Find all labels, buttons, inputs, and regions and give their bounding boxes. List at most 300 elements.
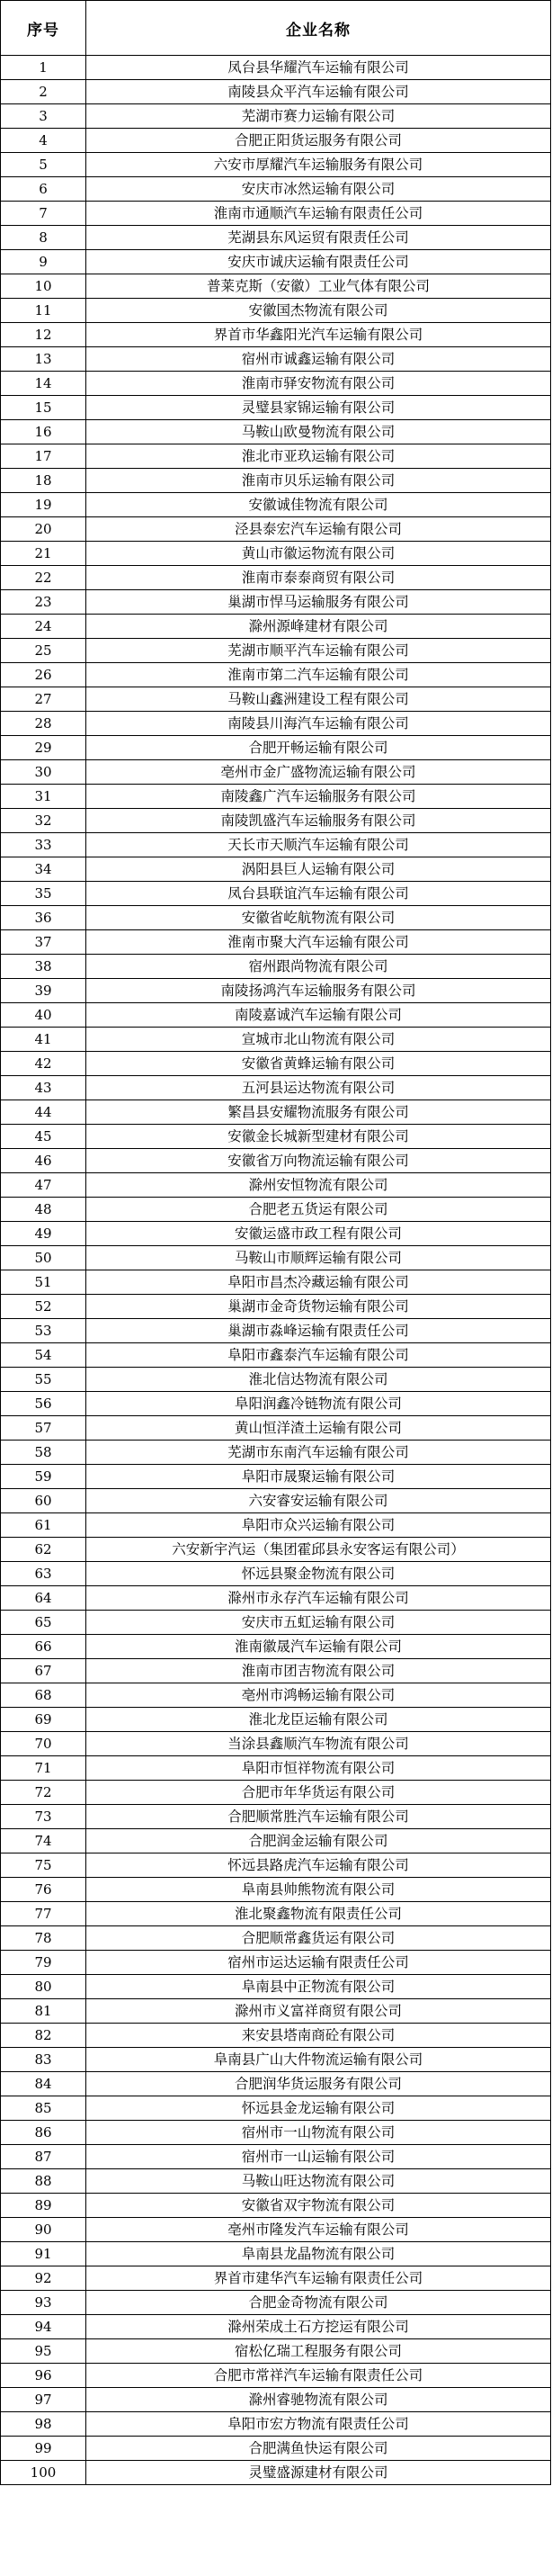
table-row xyxy=(1,129,551,153)
table-row xyxy=(1,1222,551,1246)
company-name-cell: 当涂县鑫顺汽车物流有限公司 xyxy=(86,1732,551,1756)
table-row xyxy=(1,396,551,420)
company-name-cell: 滁州荣成土石方挖运有限公司 xyxy=(86,2315,551,2339)
company-name-cell: 南陵县众平汽车运输有限公司 xyxy=(86,80,551,104)
table-row xyxy=(1,1028,551,1052)
table-row xyxy=(1,323,551,347)
company-name-cell: 淮北市亚玖运输有限公司 xyxy=(86,444,551,469)
company-name-cell: 淮南市第二汽车运输有限公司 xyxy=(86,663,551,687)
table-row xyxy=(1,2072,551,2096)
company-name-cell: 安徽省黄蜂运输有限公司 xyxy=(86,1052,551,1076)
company-name-cell: 巢湖市金奇货物运输有限公司 xyxy=(86,1295,551,1319)
serial-number-cell: 34 xyxy=(1,857,86,882)
company-name-cell: 淮南市驿安物流有限公司 xyxy=(86,372,551,396)
serial-number-cell: 93 xyxy=(1,2291,86,2315)
table-row xyxy=(1,1538,551,1562)
company-name-cell: 合肥满鱼快运有限公司 xyxy=(86,2437,551,2461)
serial-number-cell: 30 xyxy=(1,760,86,785)
table-row xyxy=(1,1003,551,1028)
table-row xyxy=(1,663,551,687)
table-row xyxy=(1,1683,551,1708)
table-row xyxy=(1,1076,551,1100)
table-row xyxy=(1,1100,551,1125)
table-row xyxy=(1,1781,551,1805)
company-name-cell: 马鞍山欧曼物流有限公司 xyxy=(86,420,551,444)
serial-number-cell: 96 xyxy=(1,2364,86,2388)
serial-number-cell: 73 xyxy=(1,1805,86,1829)
company-name-cell: 六安市厚耀汽车运输服务有限公司 xyxy=(86,153,551,177)
table-row xyxy=(1,1975,551,1999)
company-name-cell: 阜阳市宏方物流有限责任公司 xyxy=(86,2412,551,2437)
table-row xyxy=(1,2218,551,2242)
table-row xyxy=(1,736,551,760)
serial-number-cell: 77 xyxy=(1,1902,86,1926)
company-name-cell: 滁州睿驰物流有限公司 xyxy=(86,2388,551,2412)
company-name-cell: 安徽省屹航物流有限公司 xyxy=(86,906,551,930)
serial-number-cell: 91 xyxy=(1,2242,86,2266)
table-row xyxy=(1,1659,551,1683)
company-name-cell: 宿州市一山运输有限公司 xyxy=(86,2145,551,2169)
serial-number-cell: 64 xyxy=(1,1586,86,1611)
company-name-cell: 南陵县川海汽车运输有限公司 xyxy=(86,712,551,736)
company-name-cell: 芜湖市顺平汽车运输有限公司 xyxy=(86,639,551,663)
serial-number-cell: 45 xyxy=(1,1125,86,1149)
table-row xyxy=(1,2437,551,2461)
table-row xyxy=(1,1708,551,1732)
company-name-cell: 怀远县聚金物流有限公司 xyxy=(86,1562,551,1586)
company-name-cell: 淮南市团吉物流有限公司 xyxy=(86,1659,551,1683)
table-row xyxy=(1,1513,551,1538)
serial-number-cell: 22 xyxy=(1,566,86,590)
company-name-cell: 阜阳市众兴运输有限公司 xyxy=(86,1513,551,1538)
serial-number-cell: 69 xyxy=(1,1708,86,1732)
company-name-cell: 淮北聚鑫物流有限责任公司 xyxy=(86,1902,551,1926)
company-name-cell: 黄山恒洋渣土运输有限公司 xyxy=(86,1416,551,1441)
company-name-cell: 安庆市五虹运输有限公司 xyxy=(86,1611,551,1635)
header-row xyxy=(1,1,551,56)
serial-number-cell: 79 xyxy=(1,1951,86,1975)
table-row xyxy=(1,1951,551,1975)
table-row xyxy=(1,1732,551,1756)
serial-number-cell: 19 xyxy=(1,493,86,517)
company-name-cell: 六安新宇汽运（集团霍邱县永安客运有限公司） xyxy=(86,1538,551,1562)
company-name-cell: 合肥润金运输有限公司 xyxy=(86,1829,551,1853)
serial-number-cell: 81 xyxy=(1,1999,86,2024)
company-name-cell: 南陵鑫广汽车运输服务有限公司 xyxy=(86,785,551,809)
column-header-company-name: 企业名称 xyxy=(86,1,551,56)
serial-number-cell: 76 xyxy=(1,1878,86,1902)
serial-number-cell: 95 xyxy=(1,2339,86,2364)
serial-number-cell: 63 xyxy=(1,1562,86,1586)
serial-number-cell: 20 xyxy=(1,517,86,542)
company-name-cell: 五河县运达物流有限公司 xyxy=(86,1076,551,1100)
company-name-cell: 繁昌县安耀物流服务有限公司 xyxy=(86,1100,551,1125)
table-row xyxy=(1,566,551,590)
table-row xyxy=(1,250,551,274)
serial-number-cell: 28 xyxy=(1,712,86,736)
table-row xyxy=(1,1465,551,1489)
company-name-cell: 安徽运盛市政工程有限公司 xyxy=(86,1222,551,1246)
table-row xyxy=(1,639,551,663)
company-name-cell: 阜南县中正物流有限公司 xyxy=(86,1975,551,1999)
serial-number-cell: 90 xyxy=(1,2218,86,2242)
serial-number-cell: 47 xyxy=(1,1173,86,1198)
serial-number-cell: 61 xyxy=(1,1513,86,1538)
table-row xyxy=(1,1586,551,1611)
company-name-cell: 安徽省双宇物流有限公司 xyxy=(86,2194,551,2218)
company-name-cell: 南陵凯盛汽车运输服务有限公司 xyxy=(86,809,551,833)
company-name-cell: 合肥市年华货运有限公司 xyxy=(86,1781,551,1805)
serial-number-cell: 24 xyxy=(1,615,86,639)
serial-number-cell: 97 xyxy=(1,2388,86,2412)
serial-number-cell: 89 xyxy=(1,2194,86,2218)
table-row xyxy=(1,2024,551,2048)
company-name-cell: 巢湖市淼峰运输有限责任公司 xyxy=(86,1319,551,1343)
table-row xyxy=(1,1829,551,1853)
serial-number-cell: 21 xyxy=(1,542,86,566)
serial-number-cell: 83 xyxy=(1,2048,86,2072)
table-row xyxy=(1,687,551,712)
serial-number-cell: 6 xyxy=(1,177,86,202)
company-name-cell: 合肥顺常鑫货运有限公司 xyxy=(86,1926,551,1951)
company-name-cell: 淮南市贝乐运输有限公司 xyxy=(86,469,551,493)
company-name-cell: 亳州市金广盛物流运输有限公司 xyxy=(86,760,551,785)
company-name-cell: 阜南县广山大件物流运输有限公司 xyxy=(86,2048,551,2072)
table-row xyxy=(1,1562,551,1586)
serial-number-cell: 75 xyxy=(1,1853,86,1878)
table-row xyxy=(1,2096,551,2121)
table-row xyxy=(1,2169,551,2194)
company-name-cell: 马鞍山鑫洲建设工程有限公司 xyxy=(86,687,551,712)
table-row xyxy=(1,785,551,809)
serial-number-cell: 11 xyxy=(1,299,86,323)
company-name-cell: 宿松亿瑞工程服务有限公司 xyxy=(86,2339,551,2364)
serial-number-cell: 15 xyxy=(1,396,86,420)
table-row xyxy=(1,882,551,906)
company-name-cell: 芜湖县东风运贸有限责任公司 xyxy=(86,226,551,250)
serial-number-cell: 80 xyxy=(1,1975,86,1999)
company-name-cell: 凤台县联谊汽车运输有限公司 xyxy=(86,882,551,906)
serial-number-cell: 32 xyxy=(1,809,86,833)
serial-number-cell: 16 xyxy=(1,420,86,444)
company-name-cell: 滁州安恒物流有限公司 xyxy=(86,1173,551,1198)
serial-number-cell: 51 xyxy=(1,1270,86,1295)
table-header xyxy=(1,1,551,56)
serial-number-cell: 70 xyxy=(1,1732,86,1756)
company-name-cell: 亳州市隆发汽车运输有限公司 xyxy=(86,2218,551,2242)
table-row xyxy=(1,177,551,202)
company-name-cell: 宿州跟尚物流有限公司 xyxy=(86,955,551,979)
table-row xyxy=(1,1878,551,1902)
company-name-cell: 淮南市聚大汽车运输有限公司 xyxy=(86,930,551,955)
table-row xyxy=(1,469,551,493)
table-row xyxy=(1,1489,551,1513)
company-name-cell: 淮南市通顺汽车运输有限责任公司 xyxy=(86,202,551,226)
company-name-cell: 滁州市义富祥商贸有限公司 xyxy=(86,1999,551,2024)
serial-number-cell: 36 xyxy=(1,906,86,930)
company-name-cell: 马鞍山市顺辉运输有限公司 xyxy=(86,1246,551,1270)
company-name-cell: 巢湖市悍马运输服务有限公司 xyxy=(86,590,551,615)
company-name-cell: 马鞍山旺达物流有限公司 xyxy=(86,2169,551,2194)
table-row xyxy=(1,420,551,444)
serial-number-cell: 8 xyxy=(1,226,86,250)
serial-number-cell: 27 xyxy=(1,687,86,712)
serial-number-cell: 25 xyxy=(1,639,86,663)
company-name-cell: 天长市天顺汽车运输有限公司 xyxy=(86,833,551,857)
serial-number-cell: 67 xyxy=(1,1659,86,1683)
company-name-cell: 凤台县华耀汽车运输有限公司 xyxy=(86,56,551,80)
table-row xyxy=(1,930,551,955)
table-row xyxy=(1,299,551,323)
serial-number-cell: 50 xyxy=(1,1246,86,1270)
table-row xyxy=(1,1392,551,1416)
table-row xyxy=(1,2364,551,2388)
company-name-cell: 界首市华鑫阳光汽车运输有限公司 xyxy=(86,323,551,347)
serial-number-cell: 59 xyxy=(1,1465,86,1489)
serial-number-cell: 31 xyxy=(1,785,86,809)
serial-number-cell: 92 xyxy=(1,2266,86,2291)
company-name-cell: 合肥金奇物流有限公司 xyxy=(86,2291,551,2315)
table-row xyxy=(1,2291,551,2315)
company-name-cell: 合肥顺常胜汽车运输有限公司 xyxy=(86,1805,551,1829)
serial-number-cell: 84 xyxy=(1,2072,86,2096)
table-row xyxy=(1,590,551,615)
company-name-cell: 亳州市鸿畅运输有限公司 xyxy=(86,1683,551,1708)
serial-number-cell: 41 xyxy=(1,1028,86,1052)
serial-number-cell: 71 xyxy=(1,1756,86,1781)
serial-number-cell: 9 xyxy=(1,250,86,274)
serial-number-cell: 94 xyxy=(1,2315,86,2339)
table-row xyxy=(1,1926,551,1951)
company-name-cell: 安徽金长城新型建材有限公司 xyxy=(86,1125,551,1149)
company-name-cell: 淮北龙臣运输有限公司 xyxy=(86,1708,551,1732)
table-row xyxy=(1,1246,551,1270)
company-name-cell: 安庆市诚庆运输有限责任公司 xyxy=(86,250,551,274)
company-name-cell: 阜阳市鑫泰汽车运输有限公司 xyxy=(86,1343,551,1368)
table-row xyxy=(1,1441,551,1465)
serial-number-cell: 60 xyxy=(1,1489,86,1513)
serial-number-cell: 85 xyxy=(1,2096,86,2121)
company-name-cell: 安庆市冰然运输有限公司 xyxy=(86,177,551,202)
serial-number-cell: 2 xyxy=(1,80,86,104)
table-row xyxy=(1,1416,551,1441)
serial-number-cell: 17 xyxy=(1,444,86,469)
table-row xyxy=(1,104,551,129)
serial-number-cell: 74 xyxy=(1,1829,86,1853)
serial-number-cell: 46 xyxy=(1,1149,86,1173)
table-row xyxy=(1,1999,551,2024)
serial-number-cell: 53 xyxy=(1,1319,86,1343)
serial-number-cell: 49 xyxy=(1,1222,86,1246)
table-row xyxy=(1,1805,551,1829)
company-name-cell: 淮南徽晟汽车运输有限公司 xyxy=(86,1635,551,1659)
serial-number-cell: 87 xyxy=(1,2145,86,2169)
table-row xyxy=(1,2121,551,2145)
table-row xyxy=(1,2145,551,2169)
company-name-cell: 六安睿安运输有限公司 xyxy=(86,1489,551,1513)
table-row xyxy=(1,274,551,299)
serial-number-cell: 4 xyxy=(1,129,86,153)
table-row xyxy=(1,372,551,396)
serial-number-cell: 57 xyxy=(1,1416,86,1441)
company-name-cell: 淮北信达物流有限公司 xyxy=(86,1368,551,1392)
company-name-cell: 芜湖市东南汽车运输有限公司 xyxy=(86,1441,551,1465)
serial-number-cell: 88 xyxy=(1,2169,86,2194)
company-name-cell: 怀远县路虎汽车运输有限公司 xyxy=(86,1853,551,1878)
serial-number-cell: 99 xyxy=(1,2437,86,2461)
table-row xyxy=(1,615,551,639)
table-row xyxy=(1,2266,551,2291)
table-row xyxy=(1,542,551,566)
table-row xyxy=(1,2339,551,2364)
company-name-cell: 阜阳市昌杰冷藏运输有限公司 xyxy=(86,1270,551,1295)
serial-number-cell: 68 xyxy=(1,1683,86,1708)
company-name-cell: 宿州市诚鑫运输有限公司 xyxy=(86,347,551,372)
table-row xyxy=(1,2412,551,2437)
company-name-cell: 宿州市运达运输有限责任公司 xyxy=(86,1951,551,1975)
table-row xyxy=(1,1052,551,1076)
table-row xyxy=(1,906,551,930)
table-row xyxy=(1,979,551,1003)
table-row xyxy=(1,1319,551,1343)
company-name-cell: 滁州市永存汽车运输有限公司 xyxy=(86,1586,551,1611)
table-row xyxy=(1,153,551,177)
table-row xyxy=(1,857,551,882)
company-name-cell: 阜南县龙晶物流有限公司 xyxy=(86,2242,551,2266)
table-row xyxy=(1,2388,551,2412)
table-row xyxy=(1,56,551,80)
table-row xyxy=(1,517,551,542)
serial-number-cell: 58 xyxy=(1,1441,86,1465)
table-row xyxy=(1,202,551,226)
table-row xyxy=(1,226,551,250)
company-name-cell: 宿州市一山物流有限公司 xyxy=(86,2121,551,2145)
table-row xyxy=(1,1270,551,1295)
serial-number-cell: 3 xyxy=(1,104,86,129)
company-name-cell: 合肥开畅运输有限公司 xyxy=(86,736,551,760)
company-name-cell: 阜南县帅熊物流有限公司 xyxy=(86,1878,551,1902)
serial-number-cell: 13 xyxy=(1,347,86,372)
table-body xyxy=(1,56,551,2485)
serial-number-cell: 100 xyxy=(1,2461,86,2485)
table-row xyxy=(1,1149,551,1173)
serial-number-cell: 29 xyxy=(1,736,86,760)
serial-number-cell: 26 xyxy=(1,663,86,687)
serial-number-cell: 7 xyxy=(1,202,86,226)
serial-number-cell: 1 xyxy=(1,56,86,80)
company-name-cell: 泾县泰宏汽车运输有限公司 xyxy=(86,517,551,542)
serial-number-cell: 66 xyxy=(1,1635,86,1659)
serial-number-cell: 98 xyxy=(1,2412,86,2437)
table-row xyxy=(1,2242,551,2266)
table-row xyxy=(1,1198,551,1222)
serial-number-cell: 72 xyxy=(1,1781,86,1805)
serial-number-cell: 48 xyxy=(1,1198,86,1222)
serial-number-cell: 54 xyxy=(1,1343,86,1368)
table-row xyxy=(1,1611,551,1635)
company-name-cell: 阜阳润鑫冷链物流有限公司 xyxy=(86,1392,551,1416)
table-row xyxy=(1,493,551,517)
serial-number-cell: 12 xyxy=(1,323,86,347)
company-name-cell: 安徽省万向物流运输有限公司 xyxy=(86,1149,551,1173)
serial-number-cell: 78 xyxy=(1,1926,86,1951)
company-name-cell: 南陵嘉诚汽车运输有限公司 xyxy=(86,1003,551,1028)
table-row xyxy=(1,1853,551,1878)
table-row xyxy=(1,1635,551,1659)
company-name-cell: 南陵扬鸿汽车运输服务有限公司 xyxy=(86,979,551,1003)
company-name-cell: 芜湖市赛力运输有限公司 xyxy=(86,104,551,129)
serial-number-cell: 33 xyxy=(1,833,86,857)
serial-number-cell: 56 xyxy=(1,1392,86,1416)
table-row xyxy=(1,1368,551,1392)
company-name-cell: 合肥正阳货运服务有限公司 xyxy=(86,129,551,153)
serial-number-cell: 65 xyxy=(1,1611,86,1635)
company-name-cell: 合肥润华货运服务有限公司 xyxy=(86,2072,551,2096)
table-row xyxy=(1,809,551,833)
table-row xyxy=(1,2194,551,2218)
serial-number-cell: 55 xyxy=(1,1368,86,1392)
company-name-cell: 安徽国杰物流有限公司 xyxy=(86,299,551,323)
serial-number-cell: 14 xyxy=(1,372,86,396)
table-row xyxy=(1,2315,551,2339)
serial-number-cell: 5 xyxy=(1,153,86,177)
table-row xyxy=(1,1125,551,1149)
company-name-cell: 来安县塔南商砼有限公司 xyxy=(86,2024,551,2048)
company-name-cell: 灵璧盛源建材有限公司 xyxy=(86,2461,551,2485)
serial-number-cell: 37 xyxy=(1,930,86,955)
table-row xyxy=(1,1295,551,1319)
serial-number-cell: 52 xyxy=(1,1295,86,1319)
company-name-cell: 普莱克斯（安徽）工业气体有限公司 xyxy=(86,274,551,299)
serial-number-cell: 38 xyxy=(1,955,86,979)
serial-number-cell: 44 xyxy=(1,1100,86,1125)
company-name-cell: 黄山市徽运物流有限公司 xyxy=(86,542,551,566)
table-row xyxy=(1,80,551,104)
table-row xyxy=(1,1902,551,1926)
company-name-cell: 怀远县金龙运输有限公司 xyxy=(86,2096,551,2121)
table-row xyxy=(1,1756,551,1781)
table-row xyxy=(1,955,551,979)
table-row xyxy=(1,712,551,736)
table-row xyxy=(1,1343,551,1368)
company-name-cell: 淮南市泰泰商贸有限公司 xyxy=(86,566,551,590)
serial-number-cell: 86 xyxy=(1,2121,86,2145)
table-row xyxy=(1,2461,551,2485)
serial-number-cell: 35 xyxy=(1,882,86,906)
table-row xyxy=(1,760,551,785)
serial-number-cell: 40 xyxy=(1,1003,86,1028)
table-row xyxy=(1,347,551,372)
serial-number-cell: 10 xyxy=(1,274,86,299)
serial-number-cell: 42 xyxy=(1,1052,86,1076)
company-name-cell: 滁州源峰建材有限公司 xyxy=(86,615,551,639)
serial-number-cell: 43 xyxy=(1,1076,86,1100)
company-name-cell: 合肥市常祥汽车运输有限责任公司 xyxy=(86,2364,551,2388)
company-name-cell: 安徽诚佳物流有限公司 xyxy=(86,493,551,517)
serial-number-cell: 39 xyxy=(1,979,86,1003)
company-name-cell: 合肥老五货运有限公司 xyxy=(86,1198,551,1222)
table-row xyxy=(1,833,551,857)
company-name-cell: 涡阳县巨人运输有限公司 xyxy=(86,857,551,882)
company-name-cell: 界首市建华汽车运输有限责任公司 xyxy=(86,2266,551,2291)
serial-number-cell: 82 xyxy=(1,2024,86,2048)
serial-number-cell: 18 xyxy=(1,469,86,493)
company-name-cell: 灵璧县家锦运输有限公司 xyxy=(86,396,551,420)
table-row xyxy=(1,444,551,469)
company-name-cell: 阜阳市恒祥物流有限公司 xyxy=(86,1756,551,1781)
serial-number-cell: 62 xyxy=(1,1538,86,1562)
serial-number-cell: 23 xyxy=(1,590,86,615)
